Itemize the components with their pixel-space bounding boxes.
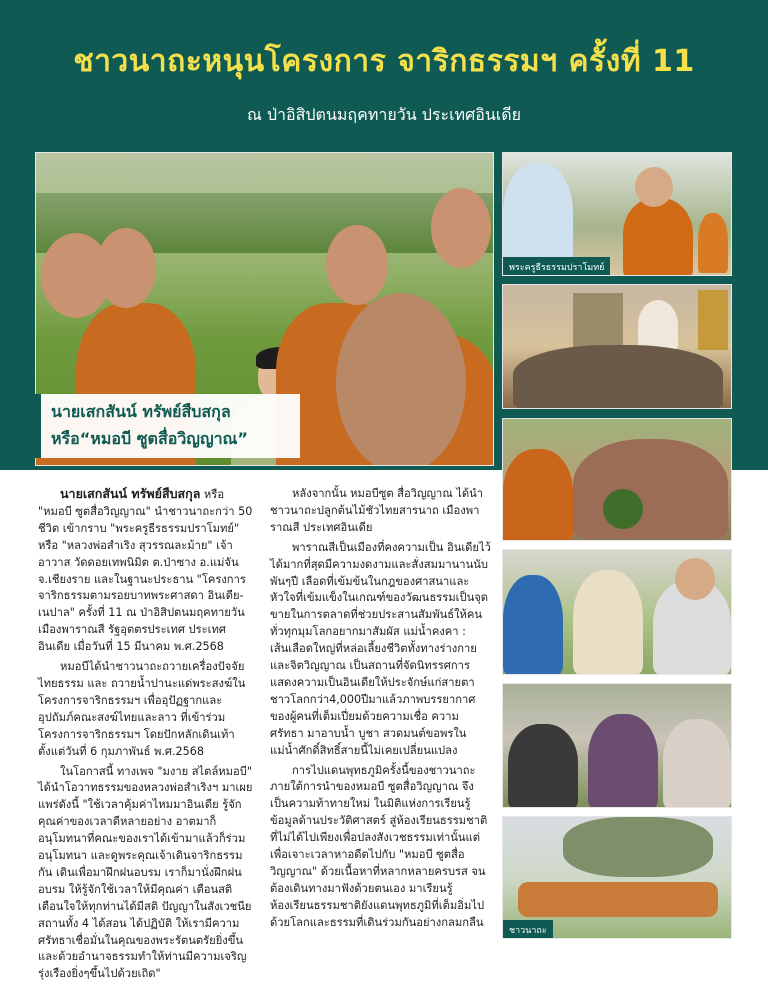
article-paragraph: หมอบีได้นำชาวนาถะถวายเครื่องปัจจัยไทยธรรม และ ถวายน้ำปานะแด่พระสงฆ์ในโครงการจาริกธรรมฯ เพื่ออุปัฏฐากและอุปถัมภ์คณะสงฆ์ไทยและลาว ที่เข้าร่วมโครงการจาริกธรรมฯ โดยปักหลักเดินเท้าตั้งแต่วันที่ 6 กุมภาพันธ์ พ.ศ.2568 bbox=[38, 660, 246, 758]
person-figure bbox=[588, 714, 658, 808]
monk-figure bbox=[623, 198, 693, 276]
monk-head bbox=[326, 225, 388, 305]
person-head bbox=[675, 558, 715, 600]
group-figure bbox=[518, 882, 718, 917]
painting bbox=[698, 290, 728, 350]
crowd-figure bbox=[573, 439, 728, 539]
photo-label: ชาวนาถะ bbox=[503, 920, 553, 939]
article-paragraph bbox=[38, 486, 256, 656]
monk-figure bbox=[698, 213, 728, 273]
article-paragraph: ในโอกาสนี้ ทางเพจ "มงาย สไตล์หมอบี" ได้นำโอวาทธรรมของหลวงพ่อสำเริงฯ มาเผยแพร่ดังนี้ "ใช้เวลาคุ้มค่าไหมมาอินเดีย รู้จักคุณค่าของเวลาดีหลายอย่าง อาตมาก็อนุโมทนาที่คณะของเราได้เข้ามาแล้วก็ร่วมอนุโมทนา และดูพระคุณเจ้าเดินจาริกธรรมกัน เดินเพื่อมาฝึกฝนอบรม เราก็มานั่งฝึกฝนอบรม ให้รู้จักใช้เวลาให้มีคุณค่า เตือนสติเตือนใจให้ทุกท่านได้มีสติ ปัญญาในสังเวชนียสถานทั้ง 4 ได้สอน ได้ปฏิบัติ ให้เรามีความศรัทธาเชื่อมั่นในคุณของพระรัตนตรัยยิ่งขึ้นและด้วยอำนาจธรรมทำให้ท่านมีความเจริญรุ่งเรืองยิ่งๆขึ้นไปด้วยเถิด" bbox=[38, 764, 253, 981]
monk-head bbox=[431, 188, 491, 268]
side-photo-seated-women bbox=[502, 683, 732, 808]
side-photo-meditation-group bbox=[502, 549, 732, 675]
article-column-1 bbox=[38, 486, 256, 986]
painting bbox=[573, 293, 623, 348]
caption-name: นายเสกสันน์ ทรัพย์สืบสกุล bbox=[51, 402, 231, 421]
page-subtitle: ณ ป่าอิสิปตนมฤคทายวัน ประเทศอินเดีย bbox=[246, 105, 522, 124]
side-photo-group bbox=[502, 816, 732, 939]
photo-label: พระครูธีรธรรมปราโมทย์ bbox=[503, 257, 610, 276]
page-title: ชาวนาถะหนุนโครงการ จาริกธรรมฯ ครั้งที่ 11 bbox=[73, 44, 695, 79]
paragraph-text: หรือ "หมอบี ซูตสื่อวิญญาณ" นำชาวนาถะกว่า 50 ชีวิต เข้ากราบ "พระครูธีรธรรมปราโมทย์" หรือ "หลวงพ่อสำเริง สุวรรณละม้าย" เจ้าอาวาส วัดดอยเทพนิมิต ต.ป่าซาง อ.แม่จัน จ.เชียงราย และในฐานะประธาน "โครงการจาริกธรรมตามรอยบาทพระศาสดา อินเดีย-เนปาล" ครั้งที่ 11 ณ ป่าอิสิปตนมฤคทายวัน เมืองพาราณสี รัฐอุตตรประเทศ ประเทศอินเดีย เมื่อวันที่ 15 มีนาคม พ.ศ.2568 bbox=[38, 488, 253, 654]
side-photo-shrine bbox=[502, 284, 732, 409]
monk-head bbox=[635, 167, 673, 207]
side-photo-tree-planting bbox=[502, 418, 732, 541]
monk-head bbox=[96, 228, 156, 308]
lead-name: นายเสกสันน์ ทรัพย์สืบสกุล bbox=[60, 486, 201, 501]
buddha-statue bbox=[638, 300, 678, 350]
caption-alias: หรือ“หมอบี ซูตสื่อวิญญาณ” bbox=[51, 429, 248, 448]
monk-figure bbox=[503, 449, 573, 541]
person-figure bbox=[573, 570, 643, 675]
person-figure bbox=[663, 719, 731, 808]
person-figure bbox=[508, 724, 578, 808]
article-column-2 bbox=[270, 486, 492, 935]
article-paragraph: การไปแดนพุทธภูมิครั้งนี้ของชาวนาถะภายใต้การนำของหมอบี ซูตสื่อวิญญาณ จึงเป็นความท้าทายใหม่ ในมิติแห่งการเรียนรู้ข้อมูลด้านประวัติศาสตร์ สู่ห้องเรียนธรรมชาติ ที่ไม่ได้ไปเพียงเพื่อปลงสังเวชธรรมเท่านั้นแต่เพื่อเจาะเวลาหาอดีตไปกับ "หมอบี ซูตสื่อวิญญาณ" ด้วยเนื้อหาที่หลากหลายครบรส จนต้องเดินทางมาฟังด้วยตนเอง มาเรียนรู้ห้องเรียนธรรมชาติยังแดนพุทธภูมิที่เต็มอิ่มไปด้วยโลกและธรรมที่เดินร่วมกันอย่างกลมกลืน bbox=[270, 763, 488, 929]
plant bbox=[603, 489, 643, 529]
crowd-figure bbox=[513, 345, 723, 409]
side-photo-monk-speaking bbox=[502, 152, 732, 276]
article-paragraph: หลังจากนั้น หมอบีซูต สื่อวิญญาณ ได้นำชาวนาถะปลูกต้นไม้ชัวไทยสารนาถ เมืองพาราณสี ประเทศอินเดีย bbox=[270, 487, 484, 534]
monk-head bbox=[336, 293, 466, 466]
tree-canopy bbox=[563, 817, 713, 877]
main-photo-caption bbox=[35, 394, 300, 458]
article-paragraph: พาราณสีเป็นเมืองที่คงความเป็น อินเดียไว้ได้มากที่สุดมีความงดงามและสั่งสมมานานนับพันๆปี เลือดที่เข้มข้นในกฎของศาสนาและหัวใจที่เข้มแข็งในเกณฑ์ของวัฒนธรรมเป็นจุดขายในการตลาดที่ช่วยประสานสัมพันธ์ให้คนทั่วทุกมุมโลกอยากมาสัมผัส แม่น้ำคงคา : เส้นเลือดใหญ่ที่หล่อเลี้ยงชีวิตทั้งทางร่างกายและจิตวิญญาณ เป็นสถานที่จัดนิทรรศการแสดงความเป็นอินเดียให้ประจักษ์แก่สายตาชาวโลกกว่า4,000ปีมาแล้วภาพบรรยากาศของผู้คนที่เต็มเปี่ยมด้วยความเชื่อ ความศรัทธา มาอาบน้ำ บูชา สวดมนต์ขอพรในแม่น้ำศักดิ์สิทธิ์สายนี้ไม่เคยเปลี่ยนแปลง bbox=[270, 540, 491, 757]
person-figure bbox=[503, 575, 563, 675]
